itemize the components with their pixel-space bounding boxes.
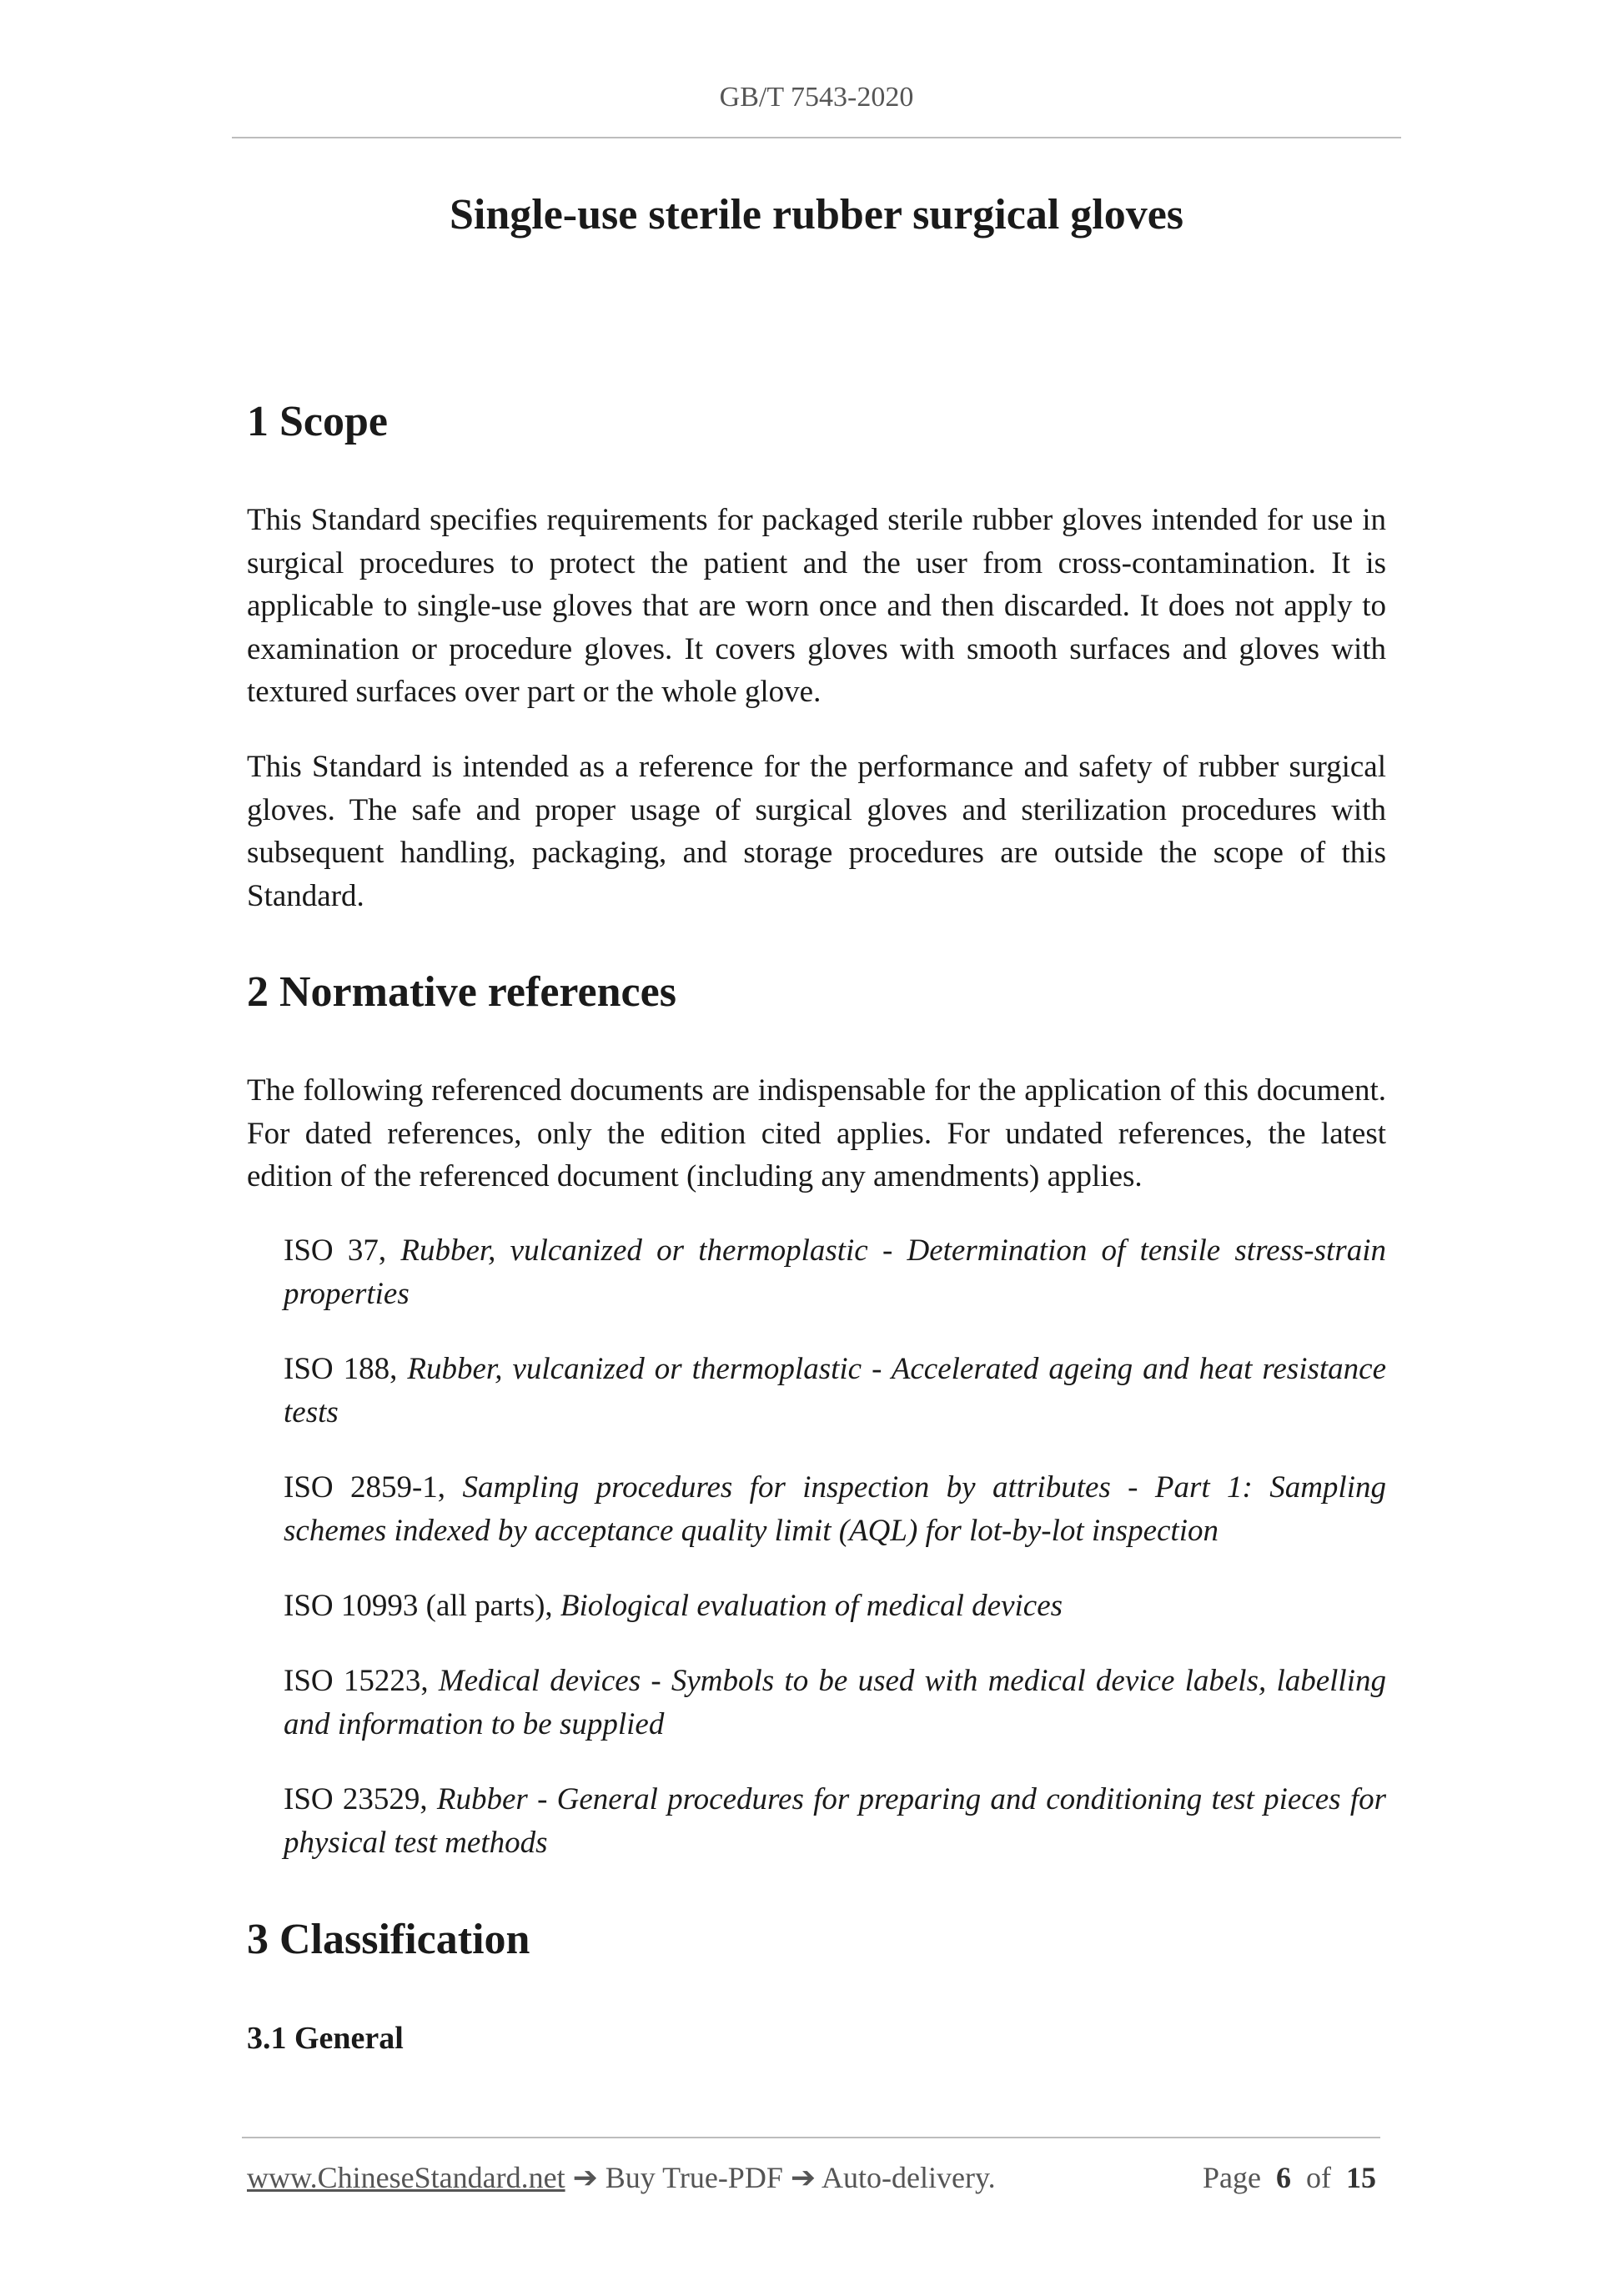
current-page-number: 6	[1276, 2161, 1291, 2194]
normative-intro-paragraph: The following referenced documents are indispensable for the application of this document. For dated references, only the edition cited applies. For undated references, the latest edition of the referenced document (including any amendments) applies.	[247, 1073, 1386, 1193]
reference-iso-10993	[284, 1585, 1386, 1628]
auto-delivery-text: Auto-delivery.	[822, 2161, 996, 2194]
section-heading-normative-references: 2 Normative references	[247, 968, 676, 1016]
header-divider	[232, 137, 1401, 138]
reference-title: Rubber, vulcanized or thermoplastic - Determination of tensile stress-strain properties	[284, 1233, 1386, 1311]
section-heading-classification: 3 Classification	[247, 1916, 530, 1963]
reference-iso-23529	[284, 1778, 1386, 1864]
page-number-indicator	[1203, 2160, 1376, 2195]
total-pages-number: 15	[1346, 2161, 1376, 2194]
reference-code: ISO 37,	[284, 1233, 401, 1268]
reference-iso-15223	[284, 1660, 1386, 1746]
arrow-right-icon: ➔	[790, 2161, 817, 2194]
section-heading-scope: 1 Scope	[247, 398, 388, 445]
document-title: Single-use sterile rubber surgical gloves	[449, 191, 1184, 239]
reference-title: Sampling procedures for inspection by attributes - Part 1: Sampling schemes indexed by acceptance quality limit (AQL) for lot-by-lot inspection	[284, 1470, 1386, 1548]
page-footer	[247, 2160, 1376, 2195]
chinesestandard-link[interactable]: www.ChineseStandard.net	[247, 2161, 565, 2194]
scope-paragraph-2: This Standard is intended as a reference for the performance and safety of rubber surgical gloves. The safe and proper usage of surgical gloves and sterilization procedures with subsequent handling, packaging, and storage procedures are outside the scope of this Standard.	[247, 750, 1386, 913]
page-header-code: GB/T 7543-2020	[719, 82, 914, 113]
of-label: of	[1306, 2161, 1331, 2194]
footer-divider	[242, 2137, 1380, 2138]
page-label: Page	[1203, 2161, 1261, 2194]
reference-code: ISO 188,	[284, 1352, 408, 1386]
scope-paragraph-1: This Standard specifies requirements for packaged sterile rubber gloves intended for use in surgical procedures to protect the patient and the user from cross-contamination. It is applicable to single-use gloves that are worn once and then discarded. It does not apply to examination or procedure gloves. It covers gloves with smooth surfaces and gloves with textured surfaces over part or the whole glove.	[247, 503, 1386, 709]
buy-true-pdf-text: Buy True-PDF	[605, 2161, 783, 2194]
reference-code: ISO 10993 (all parts),	[284, 1589, 560, 1623]
arrow-right-icon: ➔	[572, 2161, 598, 2194]
reference-iso-37	[284, 1229, 1386, 1315]
reference-code: ISO 15223,	[284, 1664, 439, 1698]
reference-title: Medical devices - Symbols to be used with medical device labels, labelling and information to be supplied	[284, 1664, 1386, 1741]
reference-code: ISO 2859-1,	[284, 1470, 463, 1505]
reference-iso-188	[284, 1348, 1386, 1434]
reference-title: Rubber - General procedures for preparing and conditioning test pieces for physical test methods	[284, 1782, 1387, 1860]
reference-iso-2859-1	[284, 1466, 1386, 1552]
reference-title: Biological evaluation of medical devices	[560, 1589, 1063, 1623]
reference-code: ISO 23529,	[284, 1782, 437, 1816]
subsection-heading-general: 3.1 General	[247, 2021, 404, 2056]
reference-title: Rubber, vulcanized or thermoplastic - Accelerated ageing and heat resistance tests	[284, 1352, 1386, 1429]
